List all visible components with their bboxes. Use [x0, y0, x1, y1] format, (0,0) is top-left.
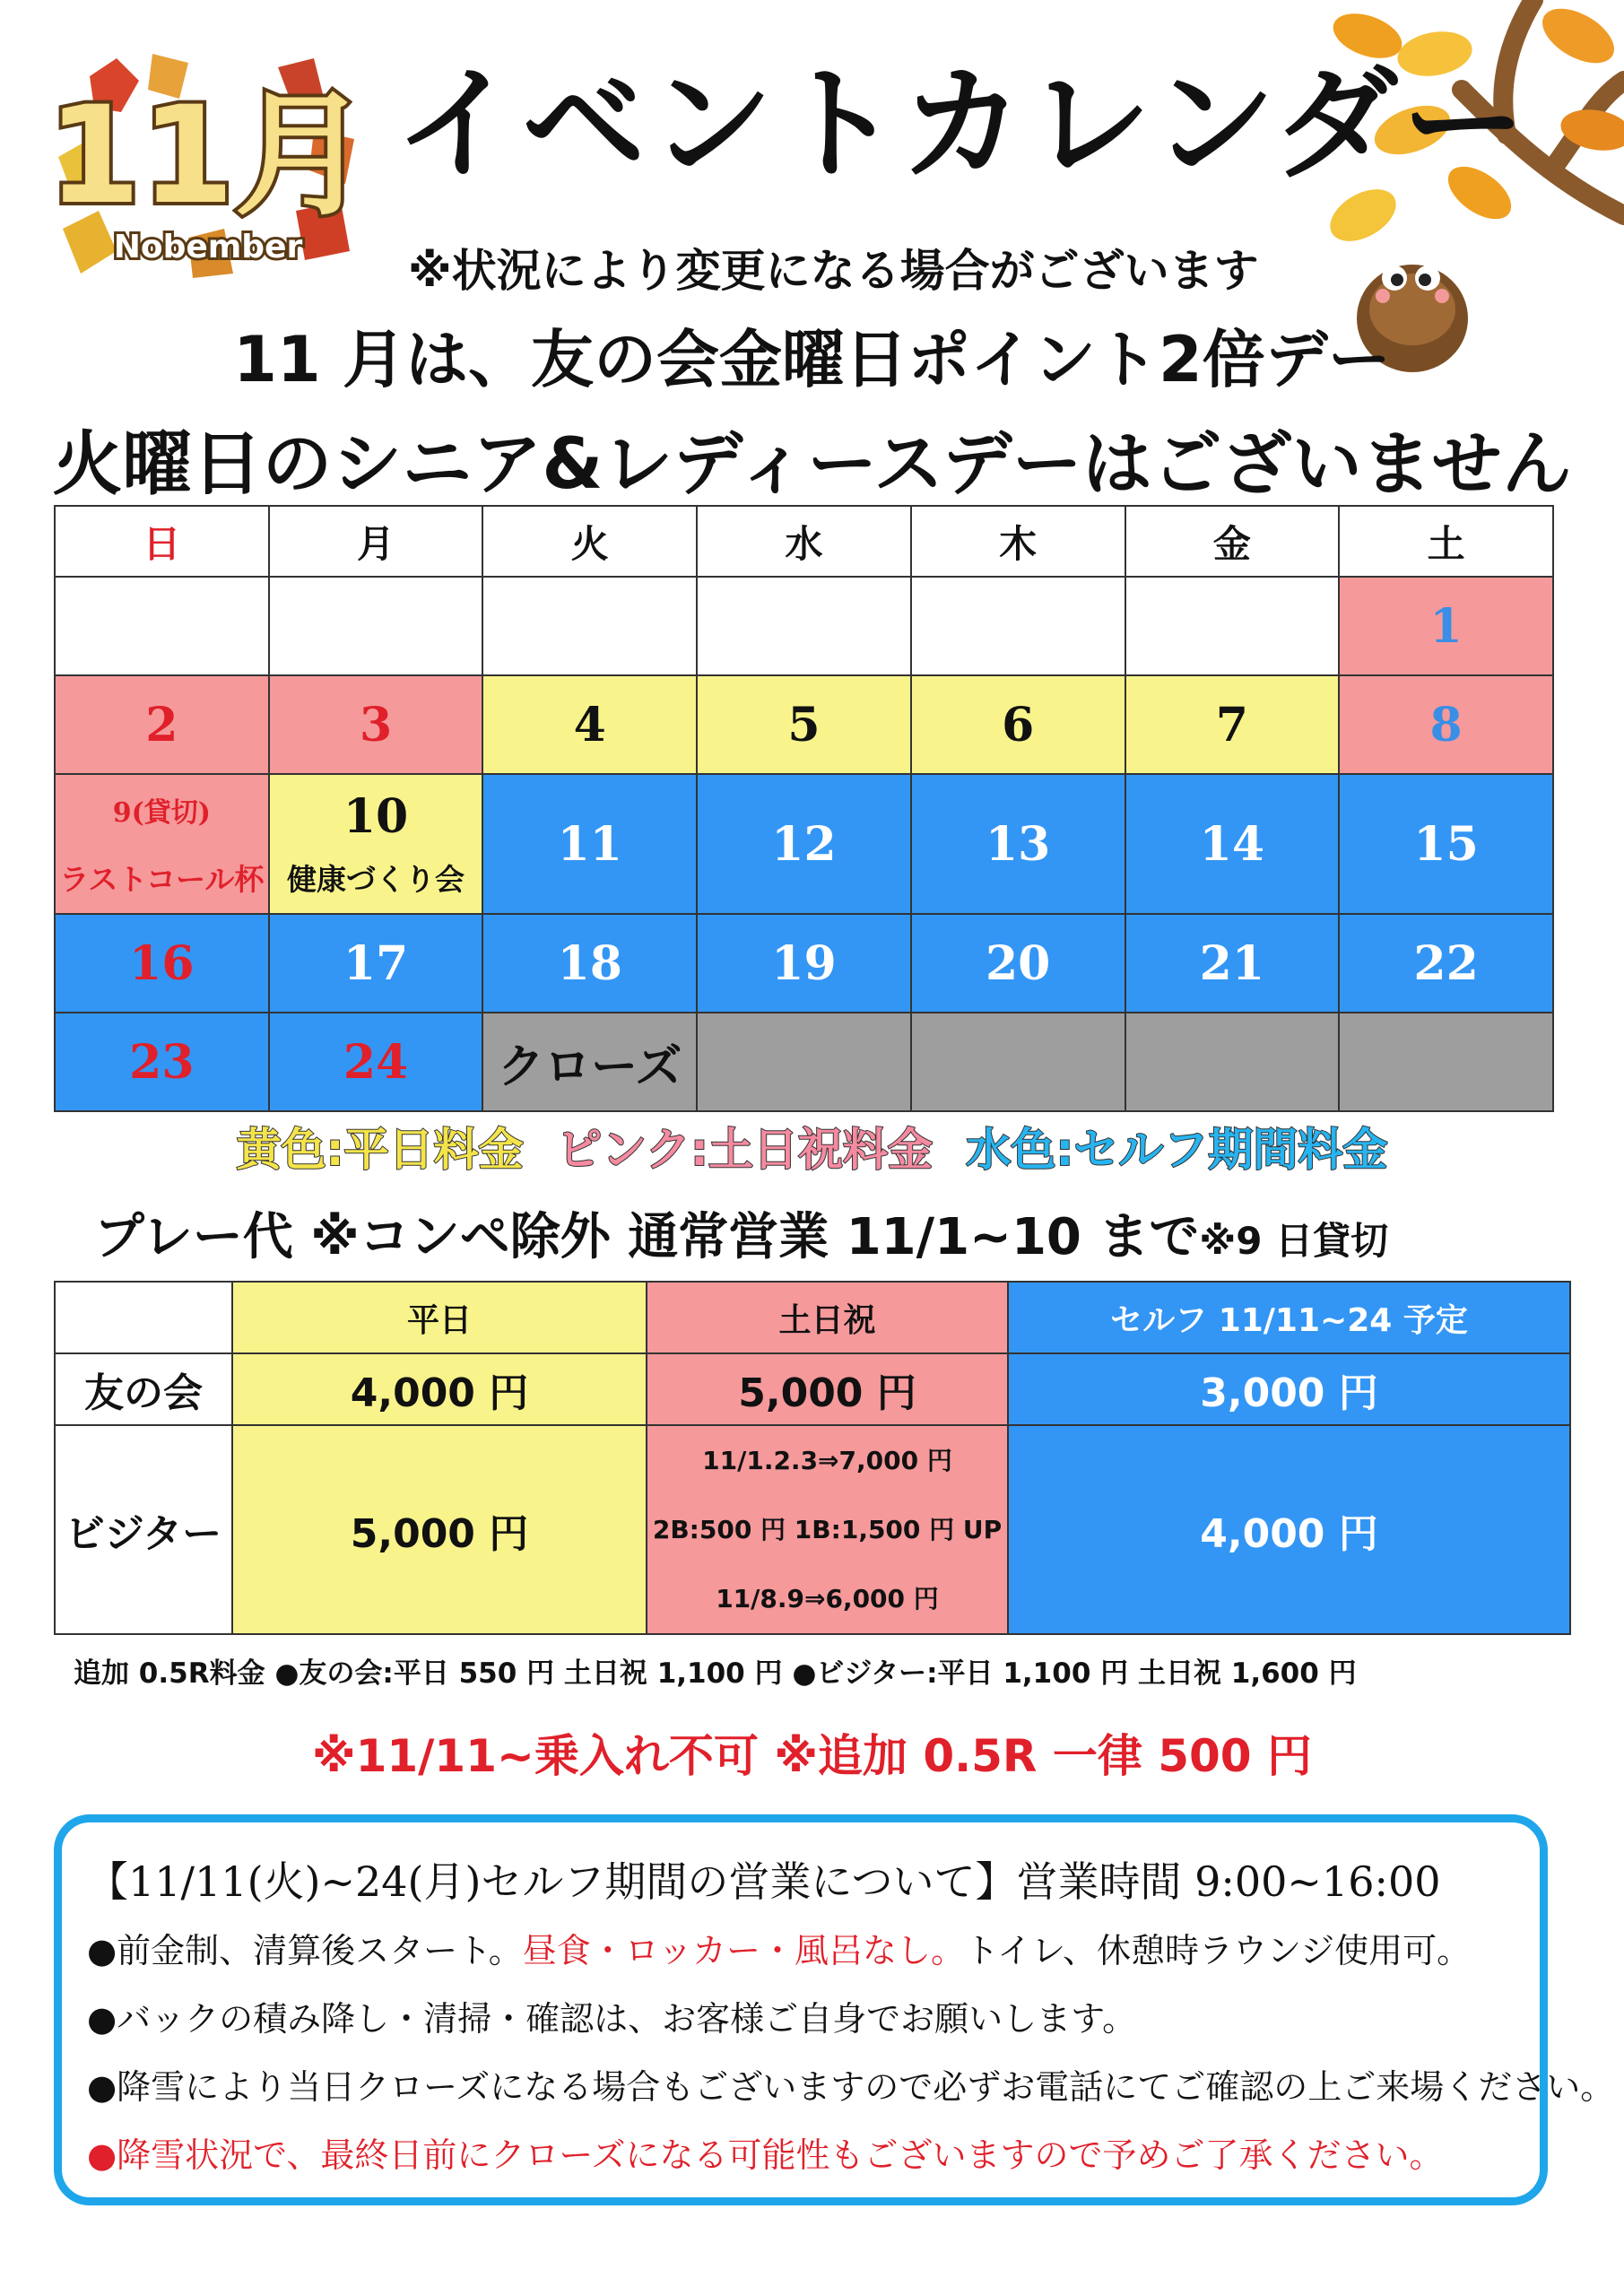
- change-notice: ※状況により変更になる場合がございます: [408, 245, 1259, 297]
- senior-day-notice: 火曜日のシニア&レディースデーはございません: [52, 424, 1572, 505]
- price-cell-self: 3,000 円: [1008, 1353, 1570, 1425]
- calendar-cell-empty: [1125, 577, 1340, 675]
- calendar-day-24: 24: [269, 1013, 483, 1111]
- badge-label: Nobember: [113, 229, 303, 265]
- weekday-mon: 月: [269, 506, 483, 577]
- day-9-label: 9(貸切): [112, 796, 211, 829]
- holiday-price-line: 11/8.9⇒6,000 円: [716, 1584, 939, 1613]
- calendar-cell-closed: [1125, 1013, 1340, 1111]
- info-heading: 【11/11(火)~24(月)セルフ期間の営業について】営業時間 9:00~16:00: [87, 1857, 1441, 1906]
- calendar-day-2: 2: [55, 675, 269, 774]
- calendar-day-13: 13: [911, 774, 1125, 914]
- info-line-prepay-a: ●前金制、清算後スタート。: [87, 1931, 523, 1970]
- price-cell-holiday: 5,000 円: [647, 1353, 1008, 1425]
- day-10-label: 10: [343, 789, 409, 844]
- calendar-week-5: [55, 1013, 1553, 1111]
- weekday-wed: 水: [697, 506, 911, 577]
- calendar-day-6: 6: [911, 675, 1125, 774]
- price-row-label: ビジター: [55, 1425, 232, 1634]
- calendar-day-17: 17: [269, 914, 483, 1013]
- calendar-day-22: 22: [1339, 914, 1553, 1013]
- price-cell-holiday: [647, 1425, 1008, 1634]
- calendar-cell-empty: [55, 577, 269, 675]
- info-line-prepay-c: トイレ、休憩時ラウンジ使用可。: [965, 1931, 1472, 1970]
- calendar-day-4: 4: [482, 675, 697, 774]
- autumn-leaves-icon: [54, 49, 363, 283]
- calendar-day-10: [269, 774, 483, 914]
- month-badge: [54, 49, 363, 283]
- calendar-day-20: 20: [911, 914, 1125, 1013]
- weekday-tue: 火: [482, 506, 697, 577]
- point-promo: 11 月は、友の会金曜日ポイント2倍デー: [233, 323, 1391, 396]
- price-header-row: [55, 1282, 1570, 1353]
- day-10-event: 健康づくり会: [287, 862, 465, 897]
- calendar-day-7: 7: [1125, 675, 1340, 774]
- calendar-cell-empty: [911, 577, 1125, 675]
- page-title: イベントカレンダー: [395, 52, 1529, 196]
- legend-blue: 水色:セルフ期間料金: [966, 1124, 1388, 1176]
- calendar-day-16: 16: [55, 914, 269, 1013]
- day-9-event: ラストコール杯: [59, 861, 265, 897]
- calendar-cell-closed: [911, 1013, 1125, 1111]
- calendar-day-14: 14: [1125, 774, 1340, 914]
- color-legend: [0, 1114, 1624, 1178]
- calendar-cell-empty: [269, 577, 483, 675]
- cart-warning: ※11/11~乗入れ不可 ※追加 0.5R 一律 500 円: [311, 1730, 1312, 1782]
- info-line-snow-close: ●降雪状況で、最終日前にクローズになる可能性もございますので予めご了承ください。: [87, 2135, 1444, 2175]
- play-fee-main: プレー代 ※コンペ除外 通常営業 11/1~10 まで: [94, 1208, 1200, 1266]
- calendar-day-18: 18: [482, 914, 697, 1013]
- price-header-self: セルフ 11/11~24 予定: [1008, 1282, 1570, 1353]
- calendar-day-23: 23: [55, 1013, 269, 1111]
- calendar-day-11: 11: [482, 774, 697, 914]
- calendar-week-4: [55, 914, 1553, 1013]
- calendar-week-2: [55, 675, 1553, 774]
- weekday-sat: 土: [1339, 506, 1553, 577]
- calendar-day-3: 3: [269, 675, 483, 774]
- price-row-member: [55, 1353, 1570, 1425]
- badge-month: 11月: [54, 78, 363, 234]
- extra-round-fee: 追加 0.5R料金 ●友の会:平日 550 円 土日祝 1,100 円 ●ビジター:平日 1,100 円 土日祝 1,600 円: [74, 1657, 1357, 1690]
- info-line-snow-call: ●降雪により当日クローズになる場合もございますので必ずお電話にてご確認の上ご来場ください。: [87, 2067, 1615, 2107]
- calendar-cell-closed: [1339, 1013, 1553, 1111]
- weekday-header-row: [55, 506, 1553, 577]
- price-row-visitor: [55, 1425, 1570, 1634]
- price-cell-self: 4,000 円: [1008, 1425, 1570, 1634]
- calendar-day-9: [55, 774, 269, 914]
- calendar-week-1: [55, 577, 1553, 675]
- calendar-day-5: 5: [697, 675, 911, 774]
- price-header-blank: [55, 1282, 232, 1353]
- price-row-label: 友の会: [55, 1353, 232, 1425]
- holiday-price-line: 11/1.2.3⇒7,000 円: [702, 1446, 952, 1475]
- info-line-prepay-b: 昼食・ロッカー・風呂なし。: [522, 1931, 965, 1970]
- info-line-prepay: [87, 1923, 1471, 1972]
- price-cell-weekday: 4,000 円: [232, 1353, 647, 1425]
- price-table: [54, 1281, 1571, 1635]
- calendar-day-19: 19: [697, 914, 911, 1013]
- calendar-day-12: 12: [697, 774, 911, 914]
- price-cell-weekday: 5,000 円: [232, 1425, 647, 1634]
- calendar-week-3: [55, 774, 1553, 914]
- legend-pink: ピンク:土日祝料金: [557, 1124, 933, 1176]
- calendar-closed-label: クローズ: [482, 1013, 697, 1111]
- calendar-day-1: 1: [1339, 577, 1553, 675]
- info-line-bag: ●バックの積み降し・清掃・確認は、お客様ご自身でお願いします。: [87, 1999, 1137, 2039]
- weekday-fri: 金: [1125, 506, 1340, 577]
- price-header-holiday: 土日祝: [647, 1282, 1008, 1353]
- holiday-price-line: 2B:500 円 1B:1,500 円 UP: [652, 1515, 1003, 1544]
- calendar-day-21: 21: [1125, 914, 1340, 1013]
- price-header-weekday: 平日: [232, 1282, 647, 1353]
- calendar-cell-closed: [697, 1013, 911, 1111]
- play-fee-heading: [94, 1197, 1388, 1269]
- calendar-cell-empty: [697, 577, 911, 675]
- legend-yellow: 黄色:平日料金: [236, 1124, 524, 1176]
- weekday-sun: 日: [55, 506, 269, 577]
- self-period-info-box: [54, 1814, 1615, 2205]
- event-calendar: [54, 505, 1554, 1112]
- play-fee-note: ※9 日貸切: [1199, 1219, 1389, 1263]
- calendar-day-15: 15: [1339, 774, 1553, 914]
- calendar-cell-empty: [482, 577, 697, 675]
- weekday-thu: 木: [911, 506, 1125, 577]
- calendar-day-8: 8: [1339, 675, 1553, 774]
